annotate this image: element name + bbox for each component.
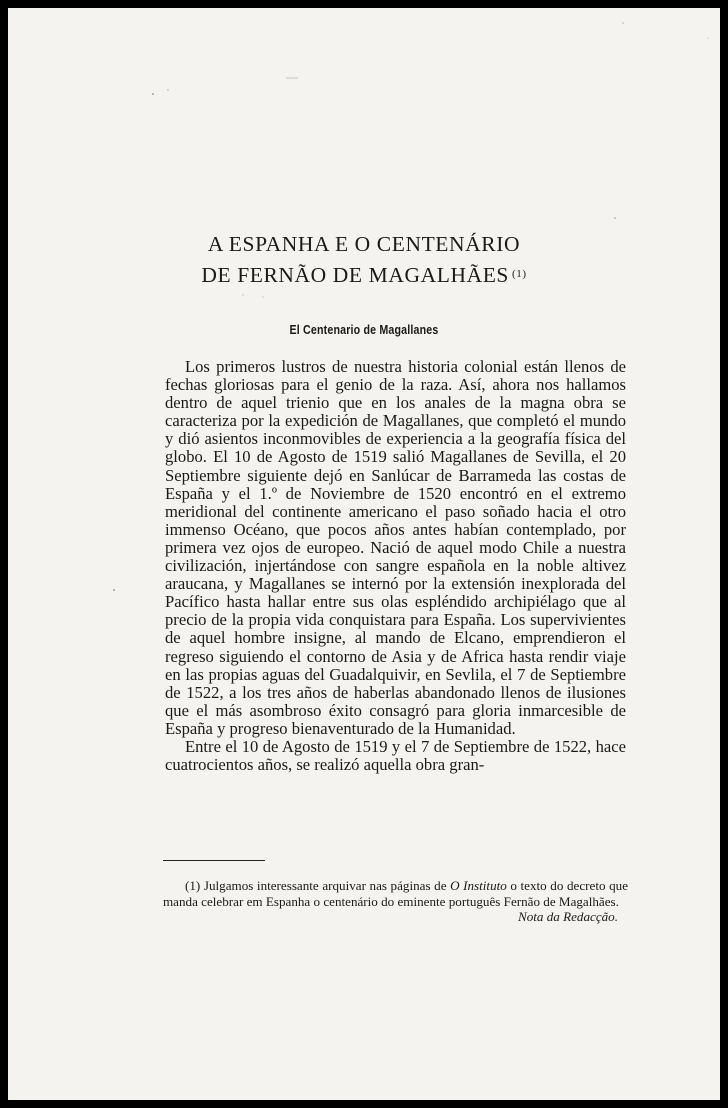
paper-speck xyxy=(242,294,243,295)
paper-speck xyxy=(113,589,115,591)
paper-speck xyxy=(262,296,263,297)
footnote-text-before: Julgamos interessante arquivar nas páginas de xyxy=(203,878,447,893)
footnote xyxy=(163,878,628,925)
paper-speck xyxy=(707,37,708,38)
footnote-paragraph xyxy=(163,878,628,924)
body-paragraph: Los primeros lustros de nuestra historia colonial están llenos de fechas gloriosas para el genio de la raza. Así, ahora nos hallamos dentro de aquel trienio que en los anales de la magna obra se caracteriza por la expedición de Magallanes, que completó el mundo y dió asientos inconmovibles de experiencia a la geografía física del globo. El 10 de Agosto de 1519 salió Magallanes de Sevilla, el 20 Septiembre siguiente dejó en Sanlúcar de Barrameda las costas de España y el 1.º de Noviembre de 1520 encontró en el extremo meridional del continente americano el paso soñado hacia el otro immenso Océano, que pocos años antes habían contemplado, por primera vez ojos de europeo. Nació de aquel modo Chile a nuestra civilización, injertándose con sangre española en la noble altivez araucana, y Magallanes se internó por la extensión inexplorada del Pacífico hasta hallar entre sus olas espléndido archipiélago que al precio de la propia vida conquistara para España. Los supervivientes de aquel hombre insigne, al mando de Elcano, emprendieron el regreso siguiendo el contorno de Asia y de Africa hasta rendir viaje en las propias aguas del Guadalquivir, en Sevlila, el 7 de Septiembre de 1522, a los tres años de haberlas abandonado llenos de ilusiones que el más asombroso éxito consagró para gloria inmarcesible de España y progreso bienaventurado de la Humanidad. xyxy=(165,357,626,738)
section-subtitle: El Centenario de Magallanes xyxy=(289,322,439,337)
paper-speck xyxy=(152,93,154,95)
footnote-divider xyxy=(163,860,265,861)
article-title-line-2 xyxy=(8,260,720,289)
paper-speck xyxy=(614,217,616,219)
article-body xyxy=(165,358,626,774)
footnote-text-after: o texto do decreto que manda celebrar em Espanha o centenário do eminente português Fernão de Magalhães. xyxy=(163,878,628,909)
article-title-line-2-text: DE FERNÃO DE MAGALHÃES xyxy=(201,263,509,287)
footnote-publication: O Instituto xyxy=(450,878,507,893)
document-page xyxy=(8,8,720,1100)
body-paragraph: Entre el 10 de Agosto de 1519 y el 7 de Septiembre de 1522, hace cuatrocientos años, se realizó aquella obra gran- xyxy=(165,736,626,775)
article-title-line-1 xyxy=(8,230,720,258)
footnote-marker: (1) xyxy=(185,878,201,893)
paper-speck xyxy=(167,89,168,90)
article-title-line-1-text: A ESPANHA E O CENTENÁRIO xyxy=(207,232,521,256)
footnote-reference[interactable]: (1) xyxy=(512,268,527,280)
paper-speck xyxy=(622,22,623,23)
footnote-signature: Nota da Redacção. xyxy=(518,909,618,924)
